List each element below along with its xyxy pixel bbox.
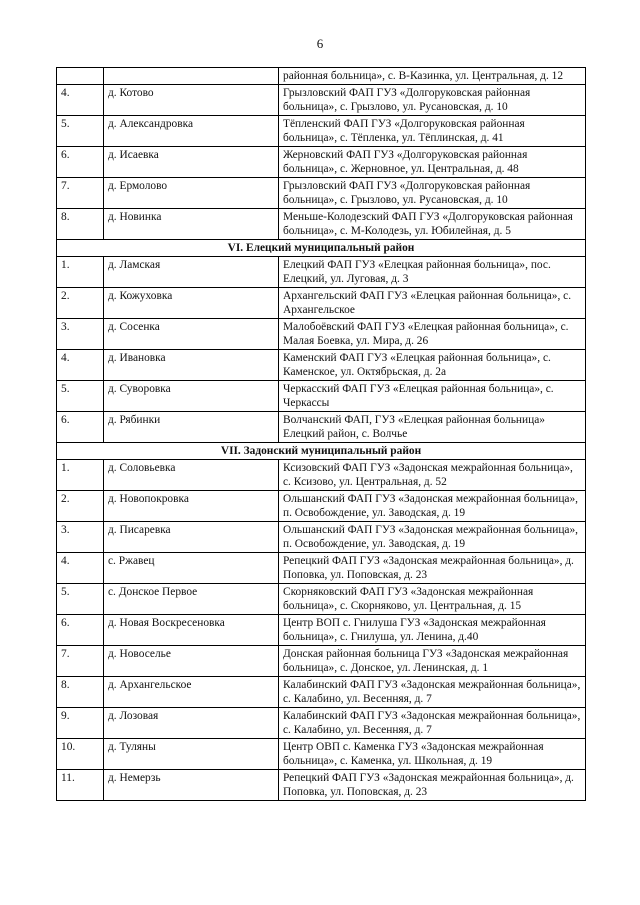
row-number-cell: 8. (57, 209, 104, 240)
village-cell: д. Новая Воскресеновка (104, 615, 279, 646)
page-number: 6 (316, 36, 324, 51)
table-row (57, 460, 586, 491)
fap-cell: Донская районная больница ГУЗ «Задонская межрайонная больница», с. Донское, ул. Ленинская, д. 1 (279, 646, 586, 677)
table-row (57, 739, 586, 770)
fap-cell: Меньше-Колодезский ФАП ГУЗ «Долгоруковская районная больница», с. М-Колодезь, ул. Юбилейная, д. 5 (279, 209, 586, 240)
village-cell: д. Ивановка (104, 350, 279, 381)
row-number-cell: 9. (57, 708, 104, 739)
village-cell: с. Ржавец (104, 553, 279, 584)
row-number-cell: 6. (57, 615, 104, 646)
fap-cell: Черкасский ФАП ГУЗ «Елецкая районная больница», с. Черкассы (279, 381, 586, 412)
table-row (57, 178, 586, 209)
fap-cell: Ольшанский ФАП ГУЗ «Задонская межрайонная больница», п. Освобождение, ул. Заводская, д. 19 (279, 522, 586, 553)
village-cell: д. Котово (104, 85, 279, 116)
table-row (57, 350, 586, 381)
village-cell: с. Донское Первое (104, 584, 279, 615)
fap-cell: Скорняковский ФАП ГУЗ «Задонская межрайонная больница», с. Скорняково, ул. Центральная, д. 15 (279, 584, 586, 615)
table-row (57, 412, 586, 443)
fap-cell: Репецкий ФАП ГУЗ «Задонская межрайонная больница», д. Поповка, ул. Поповская, д. 23 (279, 553, 586, 584)
row-number-cell: 3. (57, 522, 104, 553)
table-row (57, 553, 586, 584)
village-cell (104, 68, 279, 85)
row-number-cell: 5. (57, 116, 104, 147)
row-number-cell: 1. (57, 257, 104, 288)
table-row (57, 116, 586, 147)
village-cell: д. Исаевка (104, 147, 279, 178)
row-number-cell: 3. (57, 319, 104, 350)
table-row (57, 381, 586, 412)
village-cell: д. Лозовая (104, 708, 279, 739)
fap-cell: районная больница», с. В-Казинка, ул. Центральная, д. 12 (279, 68, 586, 85)
table-row (57, 584, 586, 615)
section-heading: VII. Задонский муниципальный район (57, 443, 586, 460)
section-6-heading (57, 240, 586, 257)
row-number-cell: 8. (57, 677, 104, 708)
table-row (57, 68, 586, 85)
row-number-cell: 5. (57, 381, 104, 412)
village-cell: д. Архангельское (104, 677, 279, 708)
table-row (57, 708, 586, 739)
table-row (57, 85, 586, 116)
village-cell: д. Кожуховка (104, 288, 279, 319)
fap-cell: Жерновский ФАП ГУЗ «Долгоруковская районная больница», с. Жерновное, ул. Центральная, д. 48 (279, 147, 586, 178)
table-row (57, 288, 586, 319)
row-number-cell: 7. (57, 178, 104, 209)
fap-cell: Грызловский ФАП ГУЗ «Долгоруковская районная больница», с. Грызлово, ул. Русановская, д. 10 (279, 85, 586, 116)
village-cell: д. Новоселье (104, 646, 279, 677)
fap-cell: Ольшанский ФАП ГУЗ «Задонская межрайонная больница», п. Освобождение, ул. Заводская, д. 19 (279, 491, 586, 522)
village-cell: д. Суворовка (104, 381, 279, 412)
table-row (57, 257, 586, 288)
fap-cell: Елецкий ФАП ГУЗ «Елецкая районная больница», пос. Елецкий, ул. Луговая, д. 3 (279, 257, 586, 288)
village-cell: д. Соловьевка (104, 460, 279, 491)
fap-cell: Каменский ФАП ГУЗ «Елецкая районная больница», с. Каменское, ул. Октябрьская, д. 2а (279, 350, 586, 381)
table-row (57, 646, 586, 677)
fap-cell: Волчанский ФАП, ГУЗ «Елецкая районная больница» Елецкий район, с. Волчье (279, 412, 586, 443)
row-number-cell: 1. (57, 460, 104, 491)
village-cell: д. Писаревка (104, 522, 279, 553)
settlements-table (56, 67, 586, 801)
row-number-cell (57, 68, 104, 85)
row-number-cell: 2. (57, 288, 104, 319)
table-row (57, 491, 586, 522)
table-row (57, 147, 586, 178)
row-number-cell: 5. (57, 584, 104, 615)
village-cell: д. Ламская (104, 257, 279, 288)
row-number-cell: 6. (57, 412, 104, 443)
village-cell: д. Немерзь (104, 770, 279, 801)
fap-cell: Центр ВОП с. Гнилуша ГУЗ «Задонская межрайонная больница», с. Гнилуша, ул. Ленина, д.40 (279, 615, 586, 646)
village-cell: д. Александровка (104, 116, 279, 147)
fap-cell: Архангельский ФАП ГУЗ «Елецкая районная больница», с. Архангельское (279, 288, 586, 319)
table-row (57, 319, 586, 350)
fap-cell: Грызловский ФАП ГУЗ «Долгоруковская районная больница», с. Грызлово, ул. Русановская, д. 10 (279, 178, 586, 209)
table-body (57, 68, 586, 801)
village-cell: д. Новопокровка (104, 491, 279, 522)
fap-cell: Тёпленский ФАП ГУЗ «Долгоруковская районная больница», с. Тёпленка, ул. Тёплинская, д. 41 (279, 116, 586, 147)
row-number-cell: 7. (57, 646, 104, 677)
village-cell: д. Рябинки (104, 412, 279, 443)
row-number-cell: 4. (57, 350, 104, 381)
village-cell: д. Туляны (104, 739, 279, 770)
section-heading: VI. Елецкий муниципальный район (57, 240, 586, 257)
row-number-cell: 10. (57, 739, 104, 770)
row-number-cell: 6. (57, 147, 104, 178)
fap-cell: Центр ОВП с. Каменка ГУЗ «Задонская межрайонная больница», с. Каменка, ул. Школьная, д. 19 (279, 739, 586, 770)
village-cell: д. Новинка (104, 209, 279, 240)
row-number-cell: 4. (57, 553, 104, 584)
section-7-heading (57, 443, 586, 460)
fap-cell: Репецкий ФАП ГУЗ «Задонская межрайонная больница», д. Поповка, ул. Поповская, д. 23 (279, 770, 586, 801)
fap-cell: Ксизовский ФАП ГУЗ «Задонская межрайонная больница», с. Ксизово, ул. Центральная, д. 52 (279, 460, 586, 491)
table-row (57, 522, 586, 553)
fap-cell: Калабинский ФАП ГУЗ «Задонская межрайонная больница», с. Калабино, ул. Весенняя, д. 7 (279, 677, 586, 708)
fap-cell: Калабинский ФАП ГУЗ «Задонская межрайонная больница», с. Калабино, ул. Весенняя, д. 7 (279, 708, 586, 739)
row-number-cell: 11. (57, 770, 104, 801)
table-row (57, 209, 586, 240)
village-cell: д. Ермолово (104, 178, 279, 209)
row-number-cell: 4. (57, 85, 104, 116)
village-cell: д. Сосенка (104, 319, 279, 350)
fap-cell: Малобоёвский ФАП ГУЗ «Елецкая районная больница», с. Малая Боевка, ул. Мира, д. 26 (279, 319, 586, 350)
table-row (57, 770, 586, 801)
table-row (57, 615, 586, 646)
table-row (57, 677, 586, 708)
row-number-cell: 2. (57, 491, 104, 522)
